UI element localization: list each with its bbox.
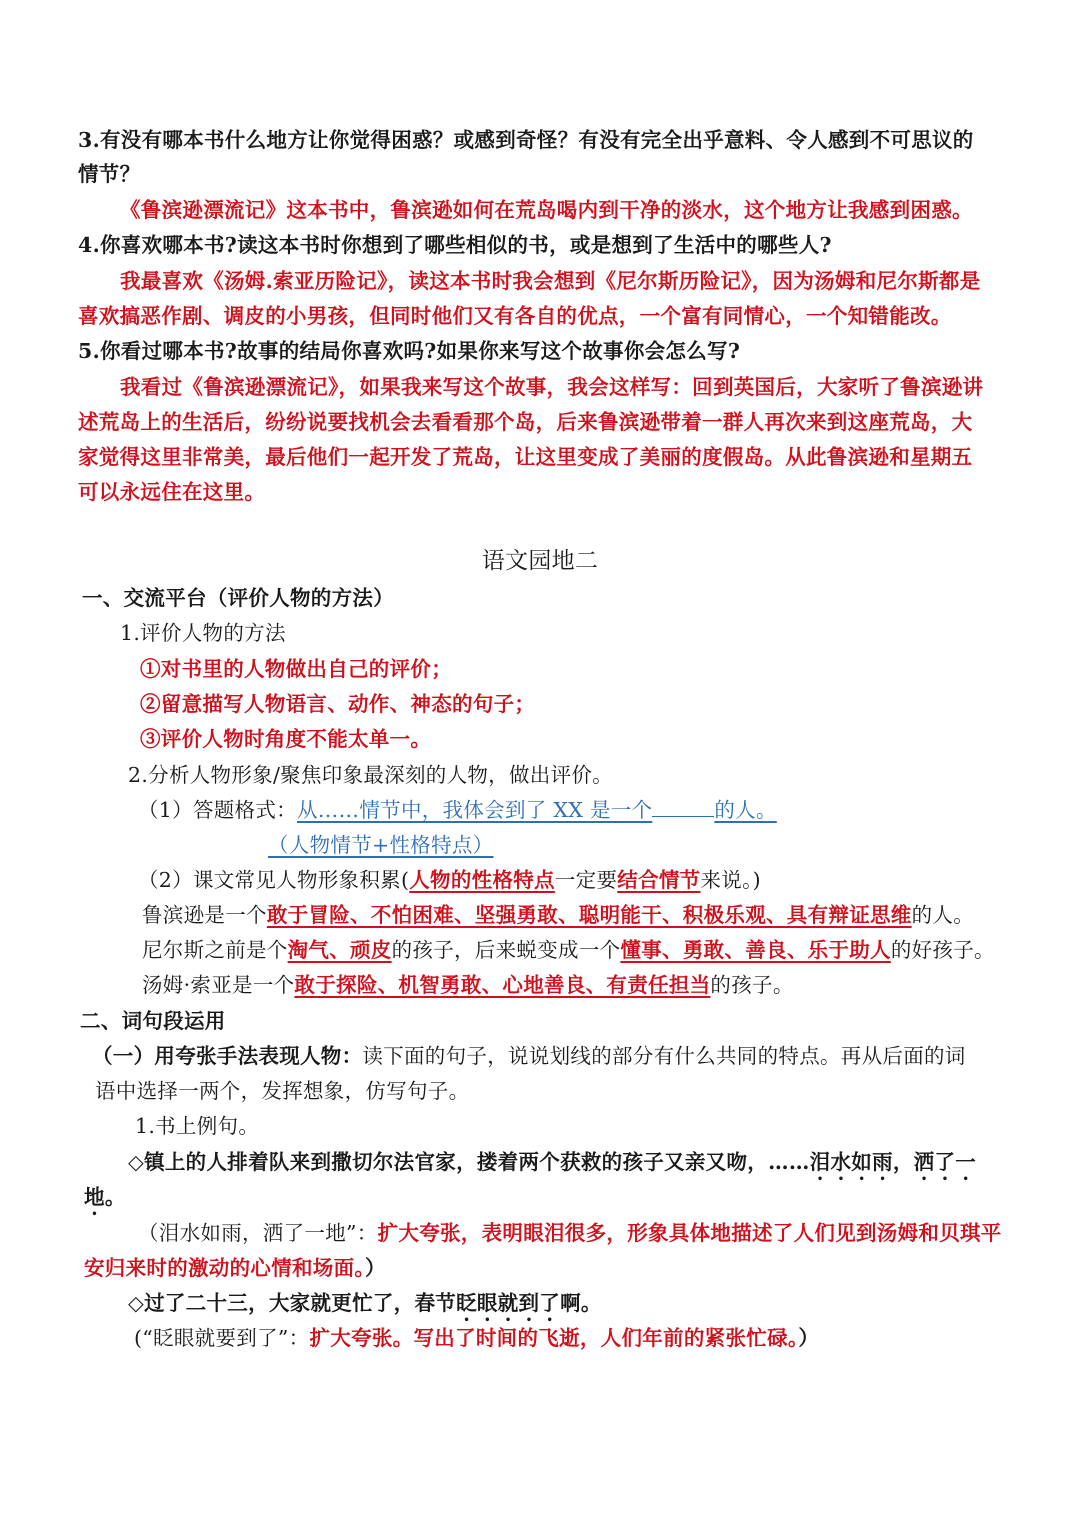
example2-end: 啊。 [560, 1291, 602, 1315]
example2-text: ◇过了二十三，大家就更忙了，春节 [128, 1291, 457, 1315]
character-accumulation-heading [138, 865, 761, 895]
example1-note-explanation: 扩大夸张，表明眼泪很多，形象具体地描述了人们见到汤姆和贝琪平 [377, 1221, 1002, 1245]
nils-traits-before: 淘气、顽皮 [287, 938, 392, 962]
q5-answer-line2: 述荒岛上的生活后，纷纷说要找机会去看看那个岛，后来鲁滨逊带着一群人再次来到这座荒岛，大 [78, 410, 973, 434]
exaggeration-subheading-line1 [92, 1041, 966, 1071]
nils-middle: 的孩子，后来蜕变成一个 [391, 938, 621, 962]
robinson-prefix: 鲁滨逊是一个 [142, 903, 267, 927]
answer-format-line [138, 795, 777, 825]
accumulation-key-traits: 人物的性格特点 [409, 868, 555, 892]
exaggeration-instruction-1: 读下面的句子，说说划线的部分有什么共同的特点。再从后面的词 [362, 1044, 966, 1068]
tom-traits: 敢于探险、机智勇敢、心地善良、有责任担当 [294, 973, 711, 997]
example1-period: 。 [104, 1185, 126, 1209]
example2-note [134, 1323, 819, 1353]
q5-answer-line3: 家觉得这里非常美，最后他们一起开发了荒岛，让这里变成了美丽的度假岛。从此鲁滨逊和星期五 [78, 445, 973, 469]
accumulation-key-plot: 结合情节 [617, 868, 701, 892]
example1-note-explanation-end: 安归来时的激动的心情和场面。 [84, 1256, 365, 1280]
section-title: 语文园地二 [481, 548, 599, 574]
nils-suffix: 的好孩子。 [890, 938, 995, 962]
example1-note-line2 [84, 1253, 386, 1283]
example1-note-close: ） [364, 1256, 386, 1280]
method1-heading: 1.评价人物的方法 [120, 621, 286, 645]
q4-answer-line1: 我最喜欢《汤姆.索亚历险记》，读这本书时我会想到《尼尔斯历险记》，因为汤姆和尼尔斯都是 [120, 269, 981, 293]
exaggeration-instruction-2: 语中选择一两个，发挥想象，仿写句子。 [95, 1079, 470, 1103]
example1-line1 [128, 1147, 976, 1185]
example1-emphasis-end: 地 [84, 1185, 105, 1209]
exaggeration-subheading: （一）用夸张手法表现人物： [92, 1044, 363, 1068]
example2-note-close: ） [798, 1326, 820, 1350]
example2-note-prefix: (“眨眼就要到了”： [134, 1326, 310, 1350]
answer-format-part-b: 的人。 [714, 798, 777, 822]
answer-format-blank [652, 796, 714, 817]
answer-format-note: （人物情节+性格特点） [268, 833, 494, 857]
example1-text: ◇镇上的人排着队来到撒切尔法官家，搂着两个获救的孩子又亲又吻，…… [128, 1150, 810, 1174]
example2-emphasis: 眨眼就到了 [456, 1291, 561, 1315]
robinson-suffix: 的人。 [911, 903, 975, 927]
example-heading: 1.书上例句。 [135, 1114, 260, 1138]
q3-question-line2: 情节？ [78, 162, 141, 186]
q5-question: 5.你看过哪本书?故事的结局你喜欢吗?如果你来写这个故事你会怎么写? [78, 339, 741, 363]
accumulation-middle: 一定要 [554, 868, 618, 892]
q5-answer-line4: 可以永远住在这里。 [78, 480, 266, 504]
method1-item-1: ①对书里的人物做出自己的评价； [140, 657, 452, 681]
method1-item-2: ②留意描写人物语言、动作、神态的句子； [140, 692, 536, 716]
example1-note-prefix: （泪水如雨，洒了一地”： [138, 1221, 378, 1245]
q4-question: 4.你喜欢哪本书?读这本书时你想到了哪些相似的书，或是想到了生活中的哪些人? [78, 233, 832, 257]
answer-format-part-a: 从……情节中，我体会到了 XX 是一个 [296, 798, 653, 822]
example2-note-explanation: 扩大夸张。写出了时间的飞逝，人们年前的紧张忙碌。 [309, 1326, 799, 1350]
accumulation-suffix: 来说。) [700, 868, 761, 892]
nils-traits-line [142, 935, 995, 965]
nils-prefix: 尼尔斯之前是个 [142, 938, 288, 962]
tom-traits-line [142, 970, 794, 1000]
example1-line2 [84, 1182, 126, 1220]
nils-traits-after: 懂事、勇敢、善良、乐于助人 [620, 938, 891, 962]
tom-suffix: 的孩子。 [710, 973, 794, 997]
tom-prefix: 汤姆·索亚是一个 [142, 973, 295, 997]
example1-emphasis: 泪水如雨，洒了一 [809, 1150, 977, 1174]
answer-format-label: （1）答题格式： [138, 798, 297, 822]
method1-item-3: ③评价人物时角度不能太单一。 [140, 727, 432, 751]
method2-heading: 2.分析人物形象/聚焦印象最深刻的人物，做出评价。 [128, 763, 613, 787]
part2-heading: 二、词句段运用 [80, 1009, 226, 1033]
q3-answer: 《鲁滨逊漂流记》这本书中，鲁滨逊如何在荒岛喝内到干净的淡水，这个地方让我感到困惑。 [120, 198, 973, 222]
q5-answer-line1: 我看过《鲁滨逊漂流记》，如果我来写这个故事，我会这样写：回到英国后，大家听了鲁滨逊讲 [120, 375, 984, 399]
part1-heading: 一、交流平台（评价人物的方法） [82, 586, 394, 610]
robinson-traits: 敢于冒险、不怕困难、坚强勇敢、聪明能干、积极乐观、具有辩证思维 [266, 903, 912, 927]
robinson-traits-line [142, 900, 974, 930]
example2-line [128, 1288, 602, 1326]
answer-format-template [297, 798, 777, 822]
accumulation-prefix: （2）课文常见人物形象积累( [138, 868, 410, 892]
q3-question-line1: 3.有没有哪本书什么地方让你觉得困惑？或感到奇怪？有没有完全出乎意料、令人感到不可思议的 [78, 128, 974, 152]
example1-note-line1 [138, 1218, 1002, 1248]
q4-answer-line2: 喜欢搞恶作剧、调皮的小男孩，但同时他们又有各自的优点，一个富有同情心，一个知错能改。 [78, 304, 952, 328]
